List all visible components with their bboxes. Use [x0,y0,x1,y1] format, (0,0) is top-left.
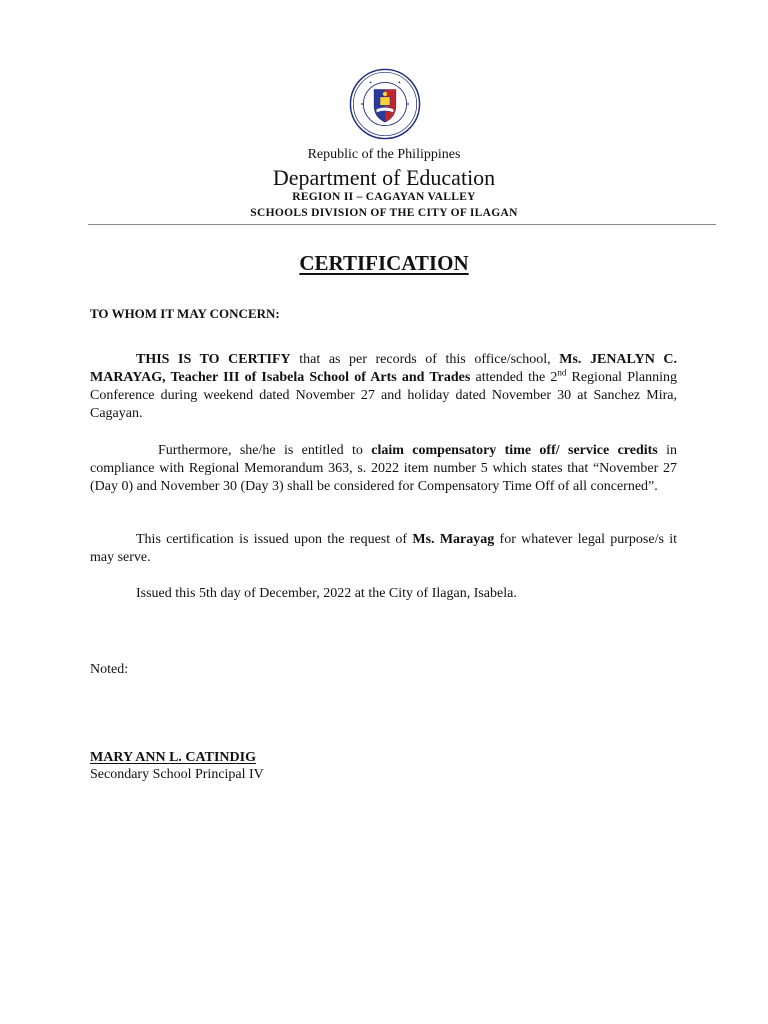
republic-line: Republic of the Philippines [307,147,461,162]
salutation: TO WHOM IT MAY CONCERN: [90,306,280,321]
noted-label: Noted: [90,662,129,677]
division-line: SCHOOLS DIVISION OF THE CITY OF ILAGAN [250,207,518,219]
signatory-name: MARY ANN L. CATINDIG [90,750,256,765]
deped-seal-logo [349,66,421,142]
document-title: CERTIFICATION [299,251,469,275]
region-line: REGION II – CAGAYAN VALLEY [292,191,476,203]
paragraph-issued: Issued this 5th day of December, 2022 at the City of Ilagan, Isabela. [136,586,517,601]
department-name: Department of Education [272,165,496,190]
paragraph-entitlement: Furthermore, she/he is entitled to claim compensatory time off/ service credits in compliance with Regional Memorandum 363, s. 2022 item number 5 which states that “November 27 (Day 0) and November 30 (Day 3) shall be considered for Compensatory Time Off of all concerned”. [90,443,678,494]
paragraph-certify: THIS IS TO CERTIFY that as per records of this office/school, Ms. JENALYN C. MARAYAG, Teacher III of Isabela School of Arts and Trades attended the 2nd Regional Planning Conference during weekend dated November 27 and holiday dated November 30 at Sanchez Mira, Cagayan. [90,352,678,421]
header-divider [88,224,716,225]
signatory-title: Secondary School Principal IV [90,767,264,782]
paragraph-request: This certification is issued upon the request of Ms. Marayag for whatever legal purpose/s it may serve. [90,532,677,565]
